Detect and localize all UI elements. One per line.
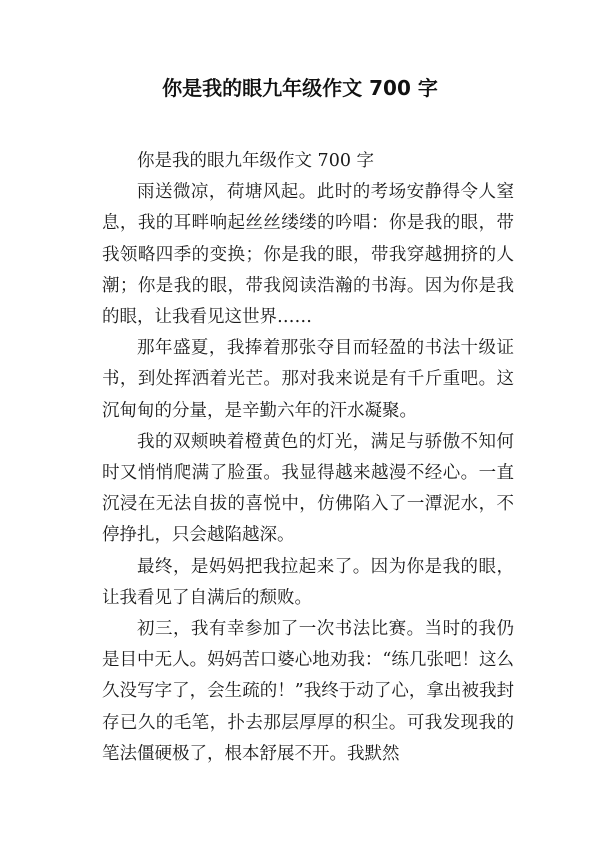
- paragraph-heading: 你是我的眼九年级作文 700 字: [137, 151, 375, 171]
- paragraph: 最终，是妈妈把我拉起来了。因为你是我的眼，让我看见了自满后的颓败。: [102, 556, 514, 608]
- paragraph: 那年盛夏，我捧着那张夺目而轻盈的书法十级证书，到处挥洒着光芒。那对我来说是有千斤重吧。这沉甸甸的分量，是辛勤六年的汗水凝聚。: [102, 338, 514, 421]
- document-title: 你是我的眼九年级作文 700 字: [162, 76, 438, 100]
- document-body: [102, 146, 514, 770]
- paragraph: 我的双颊映着橙黄色的灯光，满足与骄傲不知何时又悄悄爬满了脸蛋。我显得越来越漫不经心。一直沉浸在无法自拔的喜悦中，仿佛陷入了一潭泥水，不停挣扎，只会越陷越深。: [102, 431, 514, 546]
- paragraph: 雨送微凉，荷塘风起。此时的考场安静得令人窒息，我的耳畔响起丝丝缕缕的吟唱：你是我的眼，带我领略四季的变换；你是我的眼，带我穿越拥挤的人潮；你是我的眼，带我阅读浩瀚的书海。因为你是我的眼，让我看见这世界……: [102, 182, 514, 328]
- paragraph: 初三，我有幸参加了一次书法比赛。当时的我仍是目中无人。妈妈苦口婆心地劝我：“练几张吧！这么久没写字了，会生疏的！”我终于动了心，拿出被我封存已久的毛笔，扑去那层厚厚的积尘。可我发现我的笔法僵硬极了，根本舒展不开。我默然: [102, 619, 514, 764]
